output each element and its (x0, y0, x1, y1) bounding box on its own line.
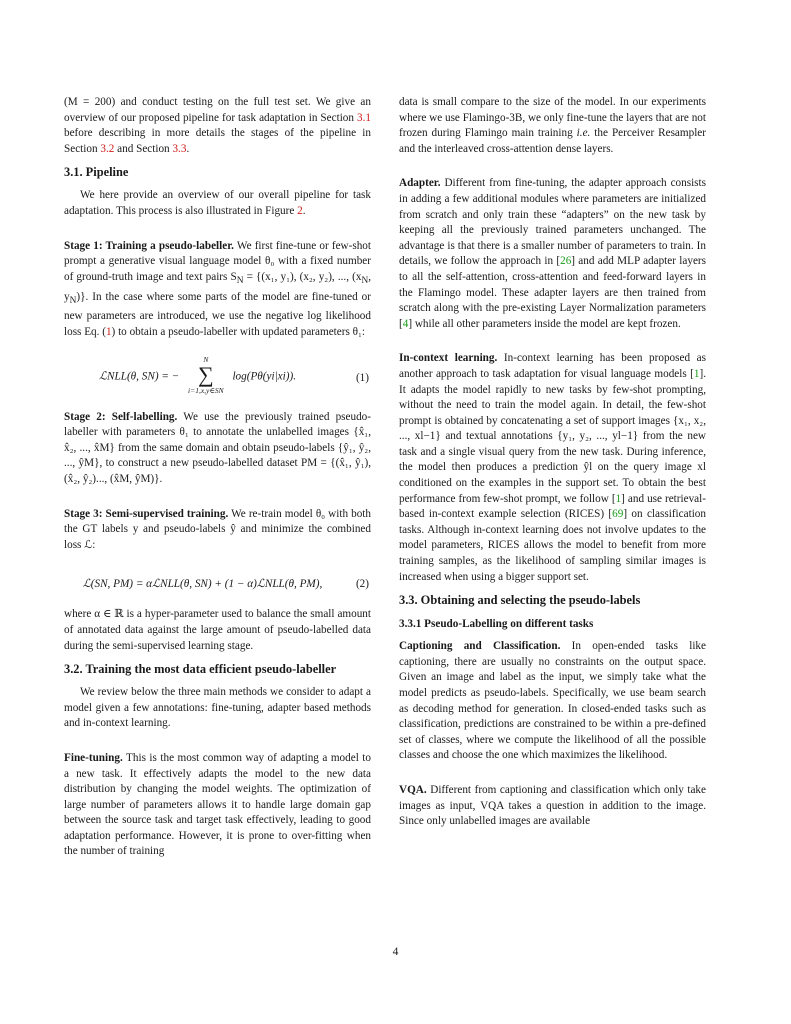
section-link-3-1[interactable]: 3.1 (357, 111, 371, 124)
citation-link-69[interactable]: 69 (612, 508, 624, 521)
citation-link-1b[interactable]: 1 (615, 492, 622, 505)
section-heading-obtaining: 3.3. Obtaining and selecting the pseudo-labels (399, 593, 641, 608)
stage1-paragraph: Stage 1: Training a pseudo-labeller. We first fine-tune or few-shot prompt a generative visual language model θ₀ with a fixed number of ground-truth image and text pairs $S_N = \{(x_1$, y₁), (x₂, y₂), ..., ($x_N$, $y_N$)}. In the case where some parts of the model are fine-tuned or new parameters are introduced, we use the negative log likelihood loss Eq. (1) to obtain a pseudo-labeller with updated parameters θ₁: (64, 239, 371, 338)
equation-link-1[interactable]: 1 (105, 326, 112, 338)
figure-link-2[interactable]: 2 (297, 204, 303, 217)
equation-2: ℒ(SN, PM) = αℒNLL(θ, SN) + (1 − α)ℒNLL(θ, PM), (2) (82, 578, 369, 591)
stage2-paragraph: Stage 2: Self-labelling. We use the previously trained pseudo-labeller with parameters θ₁ to annotate the unlabelled images {x̂₁, x̂₂, ..., x̂M} from the same domain and obtain pseudo-labels {ŷ₁, ŷ₂, ..., ŷM}, to construct a new pseudo-labelled dataset PM = {(x̂₁, ŷ₁), (x̂₂, ŷ₂)..., (x̂M, ŷM)}. (64, 410, 372, 485)
alpha-paragraph: where α ∈ ℝ is a hyper-parameter used to balance the small amount of annotated data against the large amount of pseudo-labelled data during the semi-supervised learning stage. (64, 608, 371, 652)
captioning-paragraph: Captioning and Classification. In open-ended tasks like captioning, there are usually no constraints on the output space. Given an image and label as the input, we simply take what the model predicts as pseudo-labels. Specifically, we use beam search as decoding method for generation. In closed-ended tasks such as classification, predictions are constrained to be within a pre-defined set of classes, where we compute the likelihood of all the possible classes and choose the one which maximizes the likelihood. (399, 640, 706, 762)
section-heading-training: 3.2. Training the most data efficient pseudo-labeller (64, 662, 337, 677)
subsection-heading-pseudo-labelling: 3.3.1 Pseudo-Labelling on different tasks (399, 618, 594, 631)
right-column (399, 95, 706, 830)
finetuning-paragraph: Fine-tuning. This is the most common way of adapting a model to a new task. It effectively adapts the model to the new data distribution by changing the model weights. The optimization of large number of parameters allows it to handle large domain gap between the source task and target task effectively, leading to good adaptation performance. However, it is prone to over-fitting when the number of training (64, 751, 371, 858)
stage3-paragraph: Stage 3: Semi-supervised training. We re-train model θ₀ with both the GT labels y and pseudo-labels ŷ and minimize the combined loss ℒ: (64, 507, 371, 551)
equation-1: ℒNLL(θ, SN) = − N ∑ i=1,x,y∈SN log(Pθ(yi|xi)). (1) (98, 354, 369, 395)
pipeline-paragraph: We here provide an overview of our overall pipeline for task adaptation. This process is also illustrated in Figure 2. (64, 189, 371, 217)
incontext-paragraph: In-context learning. In-context learning has been proposed as another approach to task adaptation for visual language models [1]. It adapts the model rapidly to new tasks by few-shot prompting, without the need to train the model again. In detail, the few-shot prompt is obtained by concatenating a set of support images {x₁, x₂, ..., xl−1} and textual annotations {y₁, y₂, ..., yl−1} from the new task and a single visual query from the new task. During inference, the model then produces a prediction ŷl on the query image xl conditioned on the examples in the support set. To obtain the best performance from few-shot prompt, we follow [1] and use retrieval-based in-context example selection (RICES) [69] on classification tasks. Although in-context learning does not involve updates to the model parameters, RICES allows the model to benefit from more training samples, as the likelihood of sampling similar images is increased when using a bigger support set. (399, 352, 706, 583)
left-column (64, 95, 371, 860)
citation-link-26[interactable]: 26 (560, 255, 572, 268)
citation-link-1a[interactable]: 1 (693, 367, 700, 380)
intro-paragraph: (M = 200) and conduct testing on the full test set. We give an overview of our proposed pipeline for task adaptation in Section 3.1 before describing in more details the stages of the pipeline in Section 3.2 and Section 3.3. (64, 96, 371, 155)
page-number: 4 (392, 946, 399, 958)
citation-link-4[interactable]: 4 (402, 317, 409, 330)
vqa-paragraph: VQA. Different from captioning and classification which only take images as input, VQA takes a question in addition to the image. Since only unlabelled images are available (399, 783, 706, 828)
section-heading-pipeline: 3.1. Pipeline (64, 165, 129, 180)
section-link-3-2[interactable]: 3.2 (100, 142, 115, 155)
training-paragraph: We review below the three main methods we consider to adapt a model given a few annotations: fine-tuning, adapter based methods and in-context learning. (64, 686, 371, 730)
continuation-paragraph: data is small compare to the size of the model. In our experiments where we use Flamingo-3B, we only fine-tune the layers that are not frozen during Flamingo main training i.e. the Perceiver Resampler and the interleaved cross-attention dense layers. (399, 96, 706, 155)
section-link-3-3[interactable]: 3.3 (172, 142, 187, 155)
adapter-paragraph: Adapter. Different from fine-tuning, the adapter approach consists in adding a few additional modules where parameters are initialized from scratch and only train these “adapters” on the new task by keeping all the previously trained parameters unchanged. The advantage is that there is a smaller number of parameters to train. In details, we follow the approach in [26] and add MLP adapter layers to all the self-attention, cross-attention and feed-forward layers in the Flamingo model. These adapter layers are then trained from scratch along with the pre-existing Layer Normalization parameters [4] while all other parameters inside the model are kept frozen. (399, 177, 706, 330)
